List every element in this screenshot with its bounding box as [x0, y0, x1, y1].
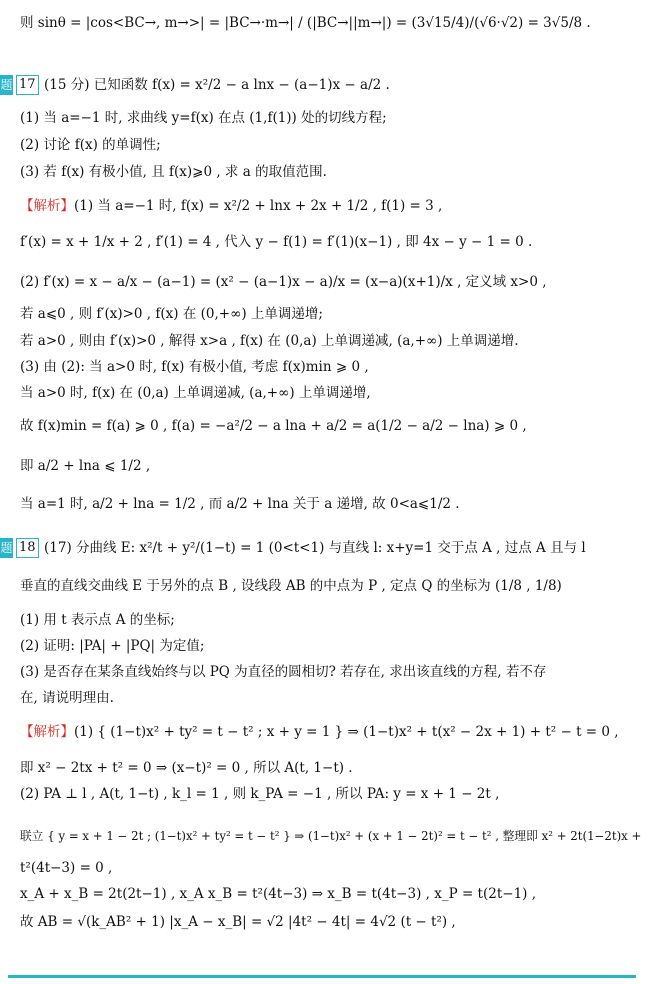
text-line: (2) 讨论 f(x) 的单调性;: [20, 137, 161, 153]
text-line: 故 AB = √(k_AB² + 1) |x_A − x_B| = √2 |4t² − 4t| = 4√2 (t − t²) ,: [20, 914, 456, 930]
text-line: (2) 证明: |PA| + |PQ| 为定值;: [20, 638, 205, 654]
problem-tag: 题: [0, 75, 13, 95]
text-line: f′(x) = x + 1/x + 2 , f′(1) = 4 , 代入 y − f(1) = f′(1)(x−1) , 即 4x − y − 1 = 0 .: [20, 234, 533, 250]
text-line: 则 sinθ = |cos<BC→, m→>| = |BC→·m→| / (|BC→||m→|) = (3√15/4)/(√6·√2) = 3√5/8 .: [20, 15, 591, 31]
text-line: (2) f′(x) = x − a/x − (a−1) = (x² − (a−1)x − a)/x = (x−a)(x+1)/x , 定义域 x>0 ,: [20, 274, 547, 290]
solution-text: (1) { (1−t)x² + ty² = t − t² ; x + y = 1 } ⇒ (1−t)x² + t(x² − 2x + 1) + t² − t = 0 ,: [74, 724, 619, 740]
problem-number: 18: [16, 538, 39, 558]
text-line: 若 a>0 , 则由 f′(x)>0 , 解得 x>a , f(x) 在 (0,a) 上单调递减, (a,+∞) 上单调递增.: [20, 333, 519, 349]
problem-statement: (15 分) 已知函数 f(x) = x²/2 − a lnx − (a−1)x − a/2 .: [44, 77, 390, 93]
text-line: 若 a⩽0 , 则 f′(x)>0 , f(x) 在 (0,+∞) 上单调递增;: [20, 306, 323, 322]
solution-label: 【解析】: [20, 724, 74, 740]
text-line: (1) 当 a=−1 时, 求曲线 y=f(x) 在点 (1,f(1)) 处的切线方程;: [20, 110, 387, 126]
solution-text: (1) 当 a=−1 时, f(x) = x²/2 + lnx + 2x + 1/2 , f(1) = 3 ,: [74, 198, 443, 214]
text-line: 故 f(x)min = f(a) ⩾ 0 , f(a) = −a²/2 − a lna + a/2 = a(1/2 − a/2 − lna) ⩾ 0 ,: [20, 418, 527, 434]
text-line: (2) PA ⊥ l , A(t, 1−t) , k_l = 1 , 则 k_PA = −1 , 所以 PA: y = x + 1 − 2t ,: [20, 786, 500, 802]
text-line: (3) 是否存在某条直线始终与以 PQ 为直径的圆相切? 若存在, 求出该直线的方程, 若不存: [20, 664, 547, 680]
text-line: 当 a>0 时, f(x) 在 (0,a) 上单调递减, (a,+∞) 上单调递增,: [20, 385, 371, 401]
text-line: 即 a/2 + lna ⩽ 1/2 ,: [20, 458, 151, 474]
solution-line: [20, 722, 619, 742]
text-line: 当 a=1 时, a/2 + lna = 1/2 , 而 a/2 + lna 关于 a 递增, 故 0<a⩽1/2 .: [20, 496, 460, 512]
solution-line: [20, 196, 442, 216]
text-line: x_A + x_B = 2t(2t−1) , x_A x_B = t²(4t−3) ⇒ x_B = t(4t−3) , x_P = t(2t−1) ,: [20, 886, 537, 902]
text-line: 联立 { y = x + 1 − 2t ; (1−t)x² + ty² = t − t² } ⇒ (1−t)x² + (x + 1 − 2t)² = t − t² , 整理即 x² + 2t(1−2t)x +: [20, 829, 642, 843]
text-line: 垂直的直线交曲线 E 于另外的点 B , 设线段 AB 的中点为 P , 定点 Q 的坐标为 (1/8 , 1/8): [20, 578, 562, 594]
problem-tag: 题: [0, 538, 13, 558]
footer-rule: [8, 975, 636, 978]
solution-label: 【解析】: [20, 198, 74, 214]
text-line: 即 x² − 2tx + t² = 0 ⇒ (x−t)² = 0 , 所以 A(t, 1−t) .: [20, 760, 353, 776]
text-line: 在, 请说明理由.: [20, 690, 114, 706]
text-line: (3) 若 f(x) 有极小值, 且 f(x)⩾0 , 求 a 的取值范围.: [20, 164, 327, 180]
problem-number: 17: [16, 75, 39, 95]
text-line: (3) 由 (2): 当 a>0 时, f(x) 有极小值, 考虑 f(x)min ⩾ 0 ,: [20, 359, 369, 375]
text-line: (1) 用 t 表示点 A 的坐标;: [20, 612, 175, 628]
text-line: t²(4t−3) = 0 ,: [20, 860, 113, 876]
problem-statement: (17) 分曲线 E: x²/t + y²/(1−t) = 1 (0<t<1) 与直线 l: x+y=1 交于点 A , 过点 A 且与 l: [44, 540, 586, 556]
